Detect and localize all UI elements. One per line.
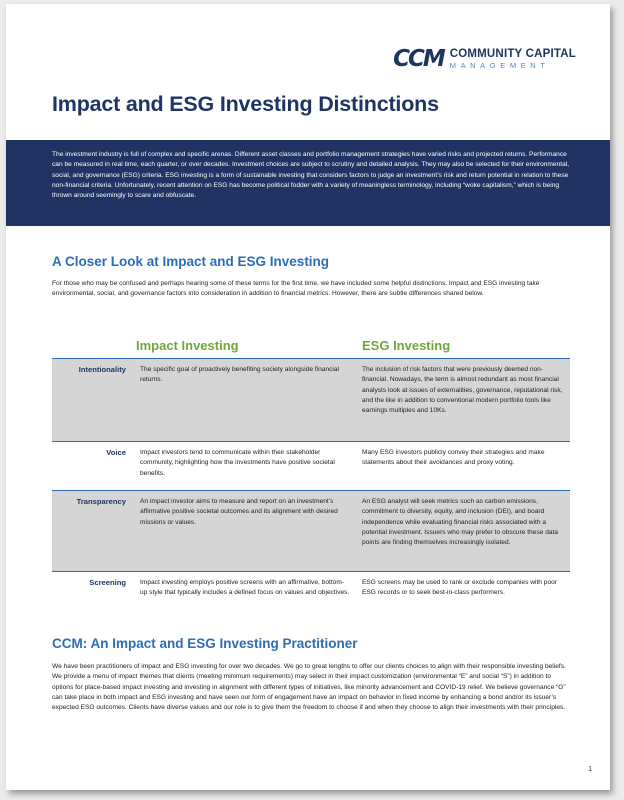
row-label: Voice — [106, 448, 126, 457]
logo-line-2: MANAGEMENT — [449, 61, 550, 70]
table-row-voice — [52, 441, 570, 490]
esg-cell: An ESG analyst will seek metrics such as carbon emissions, commitment to diversity, equity, and inclusion (DEI), and board independence while evaluating financial risks associated with a potential investment. Issuers who may prefer to obscure these data points are finding themselves increasingly isolated. — [362, 498, 559, 547]
section-heading-closer-look: A Closer Look at Impact and ESG Investing — [52, 254, 330, 269]
esg-cell: The inclusion of risk factors that were previously deemed non-financial. Nowadays, the term is almost redundant as most financial analysts look at issues of externalities, governance, reputational risk, and the like in addition to conventional modern portfolio tools like earnings multiples and 10Ks. — [362, 366, 563, 415]
document-page — [6, 4, 610, 790]
closer-look-paragraph: For those who may be confused and perhaps hearing some of these terms for the first time, we have included some helpful distinctions. Impact and ESG investing take environmental, social, and governance factors into consideration in addition to financial metrics. However, there are subtle differences shared below. — [52, 280, 540, 298]
impact-cell: Impact investing employs positive screens with an affirmative, bottom-up style that typically includes a defined focus on values and objectives. — [140, 579, 350, 597]
logo-line-1: COMMUNITY CAPITAL — [449, 47, 576, 60]
row-label: Transparency — [76, 497, 126, 506]
table-row-screening — [52, 571, 570, 616]
ccm-practitioner-paragraph: We have been practitioners of impact and ESG investing for over two decades. We go to great lengths to offer our clients choices to align with their responsible investing beliefs. We provide a menu of impact themes that clients (meeting minimum requirements) may select in their impact customization (environmental “E” and social “S”) in addition to options for place-based impact investing and investing in alignment with different types of initiatives, like minority advancement and COVID-19 relief. We believe governance “G” can take place in both impact and ESG investing and have seen our form of engagement have an impact on behavior in fixed income by enhancing a bond and/or its issuer’s expected ESG outcomes. Clients have diverse values and our role is to give them the freedom to choose if and when they choose to align their investments with their principles. — [52, 663, 566, 712]
section-heading-ccm-practitioner: CCM: An Impact and ESG Investing Practitioner — [52, 636, 358, 651]
company-logo — [393, 46, 576, 72]
comparison-table — [52, 358, 570, 616]
row-label: Intentionality — [78, 365, 126, 374]
page-number: 1 — [588, 766, 592, 773]
column-heading-esg: ESG Investing — [362, 338, 451, 353]
logo-wordmark — [450, 49, 576, 70]
table-row-intentionality — [52, 358, 570, 441]
page-title: Impact and ESG Investing Distinctions — [52, 92, 439, 116]
logo-mark: CCM — [393, 46, 444, 72]
esg-cell: ESG screens may be used to rank or exclude companies with poor ESG records or to seek best-in-class performers. — [362, 579, 557, 597]
impact-cell: The specific goal of proactively benefiting society alongside financial returns. — [140, 366, 340, 384]
row-label: Screening — [89, 578, 126, 587]
table-row-transparency — [52, 490, 570, 571]
intro-paragraph: The investment industry is full of complex and specific arenas. Different asset classes and portfolio management strategies have varied risks and projected returns. Performance can be measured in real time, each quarter, or over decades. Investment choices are subject to scrutiny and detailed analysis. They may also be selected for their environmental, social, and governance (ESG) criteria. ESG investing is a form of sustainable investing that considers factors to judge an investment’s risk and return potential in relation to these non-financial criteria. Unfortunately, recent attention on ESG has become political fodder with a variety of meaningless terminology, including “woke capitalism,” which is being thrown around seemingly to scare and obfuscate. — [52, 151, 570, 200]
column-heading-impact: Impact Investing — [136, 338, 239, 353]
impact-cell: An impact investor aims to measure and report on an investment’s affirmative positive societal outcomes and its alignment with desired missions or values. — [140, 498, 338, 526]
esg-cell: Many ESG investors publicly convey their strategies and make statements about their avoidances and proxy voting. — [362, 449, 545, 467]
impact-cell: Impact investors tend to communicate within their stakeholder community, highlighting how the investments have positive societal benefits. — [140, 449, 335, 477]
